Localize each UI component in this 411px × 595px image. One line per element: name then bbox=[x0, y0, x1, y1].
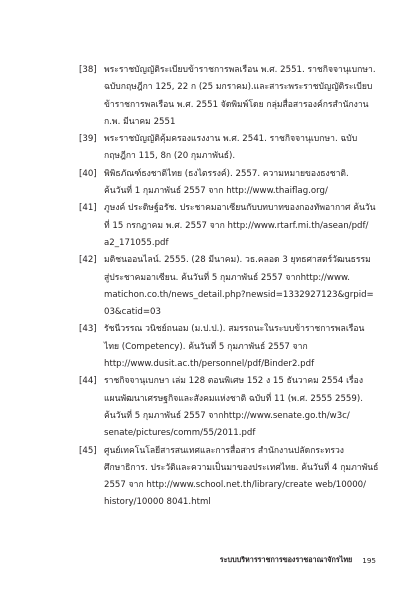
reference-line: 03&catid=03 bbox=[104, 307, 161, 318]
reference-text bbox=[104, 131, 360, 166]
reference-line: ค้นวันที่ 1 กุมภาพันธ์ 2557 จาก http://www.thaiflag.org/ bbox=[104, 186, 328, 197]
page-footer bbox=[219, 552, 376, 568]
reference-line: กฤษฎีกา 115, 8ก (20 กุมภาพันธ์). bbox=[104, 151, 236, 162]
reference-entry bbox=[60, 321, 365, 373]
footer-book-title: ระบบบริหารราชการของราชอาณาจักรไทย bbox=[219, 554, 353, 564]
reference-entry bbox=[60, 131, 360, 166]
reference-text bbox=[104, 321, 364, 373]
reference-line: 2557 จาก http://www.school.net.th/library/create web/10000/ bbox=[104, 480, 367, 491]
reference-number: [40] bbox=[79, 168, 97, 179]
reference-text bbox=[104, 62, 376, 131]
reference-line: รัชนีวรรณ วนิชย์ถนอม (ม.ป.ป.). สมรรถนะในระบบข้าราชการพลเรือน bbox=[104, 324, 365, 335]
reference-number: [45] bbox=[79, 445, 97, 456]
reference-text bbox=[104, 252, 374, 321]
reference-line: ก.พ. มีนาคม 2551 bbox=[104, 116, 176, 127]
reference-line: ฉบับกฤษฎีกา 125, 22 ก (25 มกราคม).และสาระพระราชบัญญัติระเบียบ bbox=[104, 82, 373, 93]
reference-number: [44] bbox=[79, 376, 97, 387]
reference-line: ที่ 15 กรกฎาคม พ.ศ. 2557 จาก http://www.rtarf.mi.th/asean/pdf/ bbox=[104, 220, 369, 231]
reference-text bbox=[104, 443, 378, 512]
reference-entry bbox=[60, 166, 360, 201]
reference-number: [39] bbox=[79, 134, 97, 145]
reference-entry bbox=[60, 252, 374, 321]
reference-line: ข้าราชการพลเรือน พ.ศ. 2551 จัดพิมพ์โดย กลุ่มสื่อสารองค์กรสำนักงาน bbox=[104, 99, 369, 110]
reference-line: matichon.co.th/news_detail.php?newsid=1332927123&grpid= bbox=[104, 289, 374, 300]
reference-line: พิพิธภัณฑ์ธงชาติไทย (ธงไตรรงค์). 2557. ความหมายของธงชาติ. bbox=[104, 168, 349, 179]
reference-text bbox=[104, 373, 363, 442]
reference-number: [42] bbox=[79, 255, 97, 266]
reference-line: พระราชบัญญัติระเบียบข้าราชการพลเรือน พ.ศ. 2551. ราชกิจจานุเบกษา. bbox=[104, 65, 376, 75]
reference-text bbox=[104, 200, 376, 252]
reference-entry bbox=[60, 443, 379, 512]
reference-line: senate/pictures/comm/55/2011.pdf bbox=[104, 428, 256, 439]
reference-line: สู่ประชาคมอาเซียน. ค้นวันที่ 5 กุมภาพันธ์ 2557 จากhttp://www. bbox=[104, 272, 350, 283]
reference-line: มติชนออนไลน์. 2555. (28 มีนาคม). วธ.คลอด 3 ยุทธศาสตร์วัฒนธรรม bbox=[104, 255, 371, 266]
reference-list bbox=[60, 62, 379, 512]
reference-line: http://www.dusit.ac.th/personnel/pdf/Binder2.pdf bbox=[104, 359, 315, 370]
page-number: 195 bbox=[362, 555, 376, 565]
reference-line: แผนพัฒนาเศรษฐกิจและสังคมแห่งชาติ ฉบับที่ 11 (พ.ศ. 2555 2559). bbox=[104, 393, 363, 404]
reference-entry bbox=[60, 62, 376, 131]
reference-line: ศึกษาธิการ. ประวัติและความเป็นมาของประเทศไทย. ค้นวันที่ 4 กุมภาพันธ์ bbox=[104, 462, 379, 473]
reference-line: a2_171055.pdf bbox=[104, 237, 169, 248]
reference-number: [43] bbox=[79, 324, 97, 335]
reference-line: ไทย (Competency). ค้นวันที่ 5 กุมภาพันธ์ 2557 จาก bbox=[104, 341, 308, 352]
reference-number: [38] bbox=[79, 65, 97, 75]
reference-entry bbox=[60, 373, 364, 442]
reference-line: ภูษงค์ ประดิษฐ์อรัช. ประชาคมอาเซียนกับบทบาทของกองทัพอากาศ ค้นวัน bbox=[104, 203, 376, 214]
reference-line: พระราชบัญญัติคุ้มครองแรงงาน พ.ศ. 2541. ราชกิจจานุเบกษา. ฉบับ bbox=[104, 134, 358, 145]
reference-entry bbox=[60, 200, 376, 252]
reference-line: ราชกิจจานุเบกษา เล่ม 128 ตอนพิเศษ 152 ง 15 ธันวาคม 2554 เรื่อง bbox=[104, 376, 364, 387]
reference-line: history/10000 8041.html bbox=[104, 497, 211, 508]
reference-line: ค้นวันที่ 5 กุมภาพันธ์ 2557 จากhttp://www.senate.go.th/w3c/ bbox=[104, 410, 350, 421]
reference-number: [41] bbox=[79, 203, 97, 214]
reference-line: ศูนย์เทคโนโลยีสารสนเทศและการสื่อสาร สำนักงานปลัดกระทรวง bbox=[104, 445, 344, 456]
reference-text bbox=[104, 166, 360, 201]
